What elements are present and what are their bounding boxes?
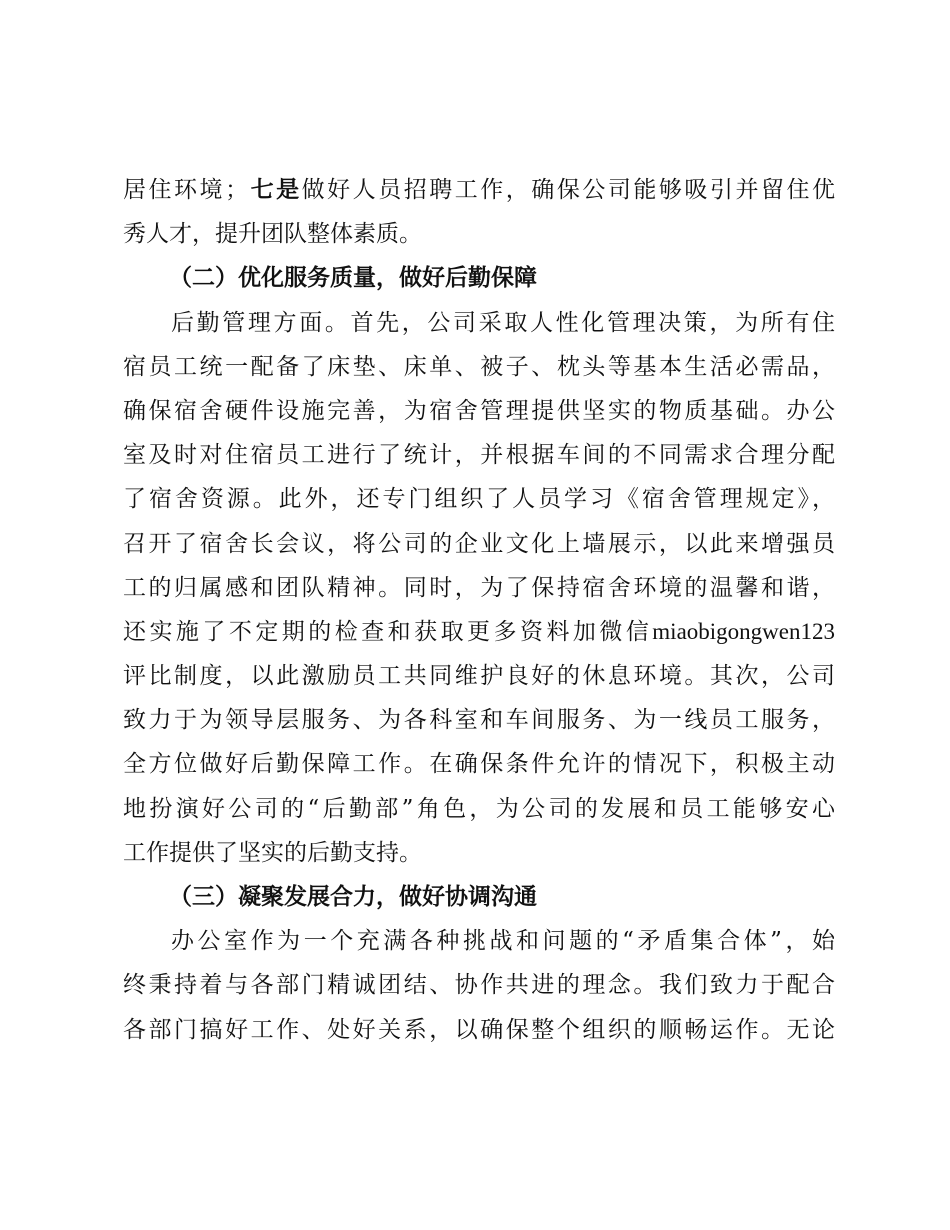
paragraph-line: 工的归属感和团队精神。同时，为了保持宿舍环境的温馨和谐， [123,574,835,601]
bold-emphasis: 七是 [248,176,302,203]
paragraph-line: 地扮演好公司的“后勤部”角色，为公司的发展和员工能够安心 [123,795,835,822]
paragraph-line [123,610,835,654]
paragraph-first-line: 办公室作为一个充满各种挑战和问题的“矛盾集合体”，始 [171,928,835,955]
latin-text-run: miaobigongwen123 [652,618,835,644]
paragraph-first-line: 后勤管理方面。首先，公司采取人性化管理决策，为所有住 [171,309,835,336]
paragraph-line: 终秉持着与各部门精诚团结、协作共进的理念。我们致力于配合 [123,972,835,999]
paragraph-line: 确保宿舍硬件设施完善，为宿舍管理提供坚实的物质基础。办公 [123,397,835,424]
text-run: 居住环境； [123,177,249,203]
text-run: 做好人员招聘工作，确保公司能够吸引并留住优 [301,177,836,203]
section-heading: （三）凝聚发展合力，做好协调沟通 [169,883,537,910]
paragraph-line: 各部门搞好工作、处好关系，以确保整个组织的顺畅运作。无论 [123,1016,835,1043]
paragraph-line: 全方位做好后勤保障工作。在确保条件允许的情况下，积极主动 [123,751,835,778]
section-heading: （二）优化服务质量，做好后勤保障 [169,264,537,292]
document-body [123,168,835,1052]
paragraph-line: 秀人才，提升团队整体素质。 [123,221,422,248]
paragraph-line: 召开了宿舍长会议，将公司的企业文化上墙展示，以此来增强员 [123,530,835,557]
paragraph-line [123,168,835,212]
text-run: 还实施了不定期的检查和获取更多资料加微信 [123,618,653,645]
paragraph-line: 评比制度，以此激励员工共同维护良好的休息环境。其次，公司 [123,663,835,690]
paragraph-line: 宿员工统一配备了床垫、床单、被子、枕头等基本生活必需品， [123,353,835,380]
paragraph-line: 室及时对住宿员工进行了统计，并根据车间的不同需求合理分配 [123,442,835,469]
paragraph-line: 致力于为领导层服务、为各科室和车间服务、为一线员工服务， [123,707,835,734]
paragraph-line: 了宿舍资源。此外，还专门组织了人员学习《宿舍管理规定》， [123,486,835,513]
paragraph-line: 工作提供了坚实的后勤支持。 [123,839,422,866]
